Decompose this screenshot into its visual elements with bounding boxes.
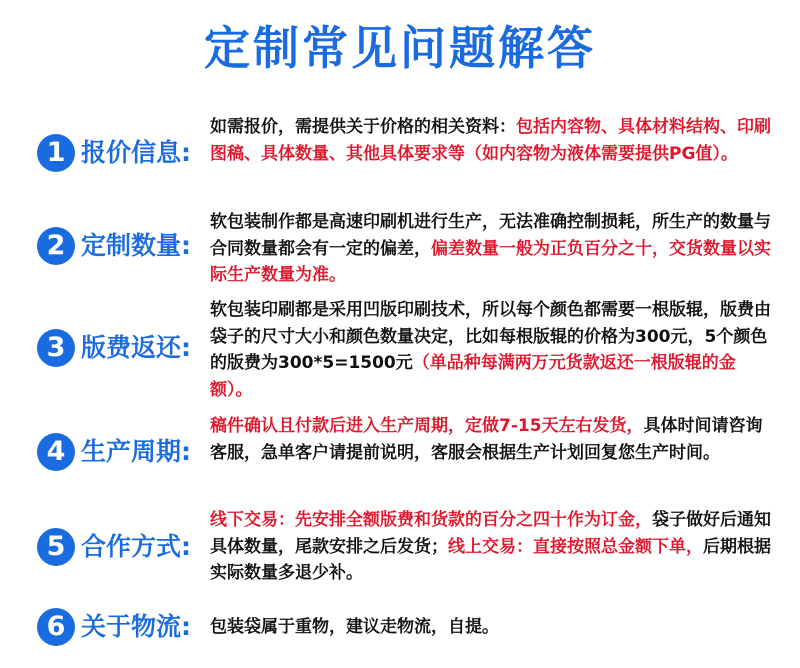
answer-text: 软包装印刷都是采用凹版印刷技术，所以每个颜色都需要一根版辊，版费由袋子的尺寸大小和颜色数量决定，比如每根版辊的价格为300元，5个颜色的版费为300*5=1500元 <box>210 300 771 373</box>
number-badge: 6 <box>37 608 75 646</box>
faq-answer <box>210 209 772 289</box>
faq-label: 合作方式: <box>81 532 191 561</box>
answer-text-highlight: 偏差数量一般为正负百分之十，交货数量以实际生产数量为准。 <box>210 238 771 285</box>
number-badge: 1 <box>37 134 75 172</box>
answer-text: 具体时间请咨询客服，急单客户请提前说明，客服会根据生产计划回复您生产时间。 <box>210 416 763 463</box>
number-badge: 4 <box>37 433 75 471</box>
answer-text: 包装袋属于重物，建议走物流，自提。 <box>210 617 499 637</box>
answer-text-highlight: 线下交易：先安排全额版费和货款的百分之四十作为订金， <box>210 510 652 530</box>
answer-text: 软包装制作都是高速印刷机进行生产，无法准确控制损耗，所生产的数量与合同数量都会有一定的偏差， <box>210 212 771 259</box>
faq-label: 定制数量: <box>81 231 191 260</box>
faq-label: 报价信息: <box>81 138 191 167</box>
answer-text: 如需报价，需提供关于价格的相关资料： <box>210 117 516 137</box>
number-badge: 3 <box>37 329 75 367</box>
faq-answer <box>210 614 772 641</box>
page-title: 定制常见问题解答 <box>204 21 596 75</box>
faq-answer <box>210 507 772 587</box>
answer-text-highlight: 包括内容物、具体材料结构、印刷图稿、具体数量、其他具体要求等（如内容物为液体需要提供PG值）。 <box>210 117 771 164</box>
faq-label: 生产周期: <box>81 437 191 466</box>
faq-answer <box>210 114 772 167</box>
answer-text-highlight: （单品种每满两万元货款返还一根版辊的金额）。 <box>210 353 736 400</box>
faq-answer <box>210 297 772 403</box>
answer-text: 后期根据实际数量多退少补。 <box>210 536 771 583</box>
number-badge: 5 <box>37 528 75 566</box>
faq-answer <box>210 413 772 466</box>
number-badge: 2 <box>37 227 75 265</box>
answer-text-highlight: 稿件确认且付款后进入生产周期，定做7-15天左右发货， <box>210 416 644 436</box>
faq-label: 版费返还: <box>81 333 191 362</box>
answer-text: 袋子做好后通知具体数量，尾款安排之后发货； <box>210 510 771 557</box>
faq-label: 关于物流: <box>81 612 191 641</box>
answer-text-highlight: 线上交易：直接按照总金额下单， <box>448 536 703 557</box>
